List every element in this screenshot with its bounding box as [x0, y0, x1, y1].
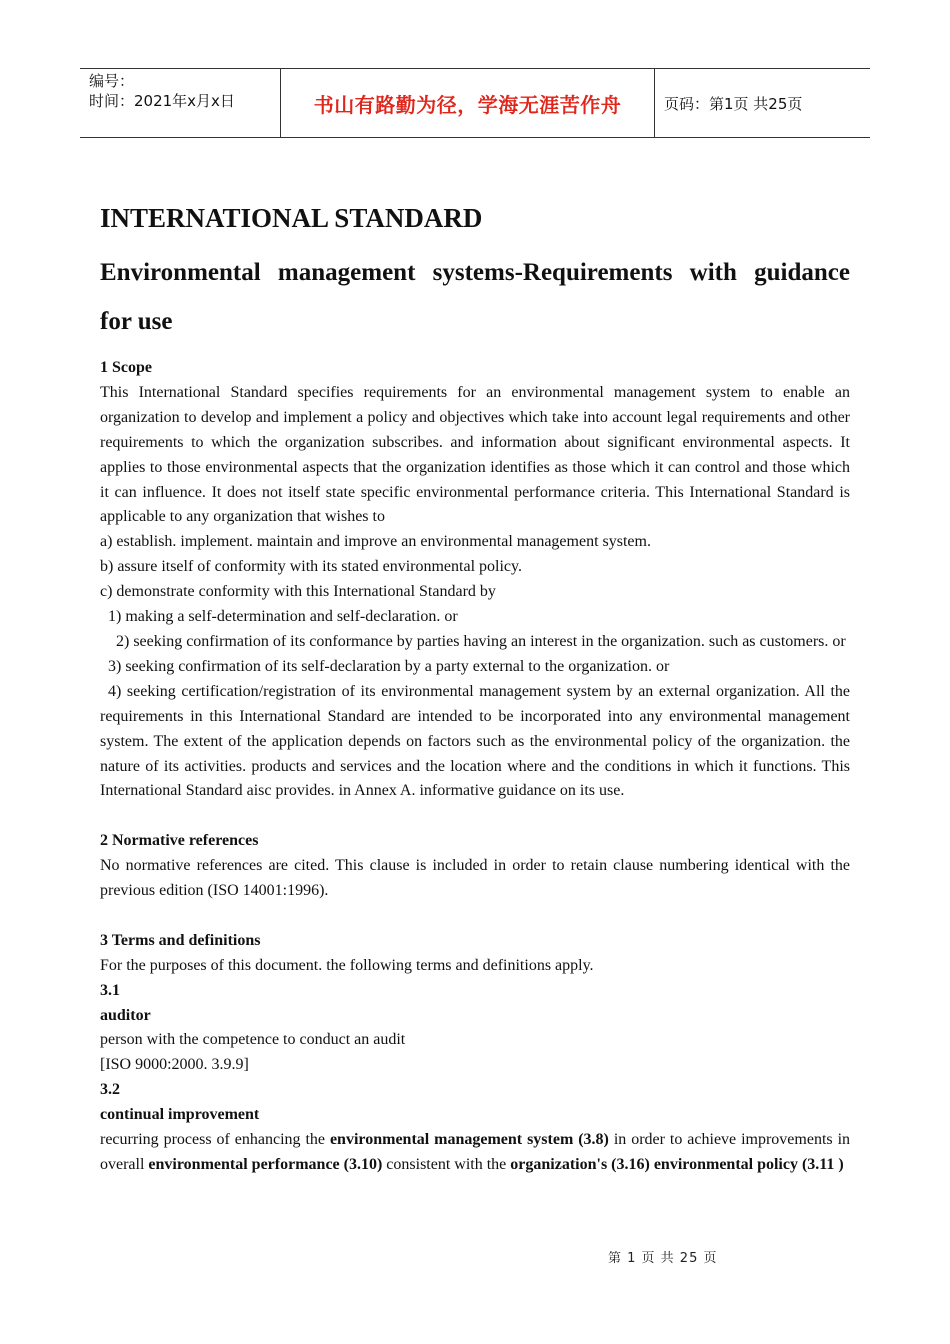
- term-3-1-number: 3.1: [100, 981, 120, 999]
- def-text-2: in order to achieve improvements in overall: [100, 1131, 851, 1173]
- def-ref-performance: environmental performance (3.10): [148, 1155, 383, 1173]
- term-3-2-definition: [100, 1128, 850, 1178]
- list-item-a: a) establish. implement. maintain and improve an environmental management system.: [100, 533, 651, 551]
- sub-item-4: 4) seeking certification/registration of its environmental management system by an external organization. All the requirements in this International Standard are intended to be incorporated into any environmental management system. The extent of the application depends on factors such as the environmental policy of the organization. the nature of its activities. products and services and the location where and the conditions in which it functions. This International Standard aisc provides. in Annex A. informative guidance on its use.: [100, 682, 850, 800]
- sub-item-3: 3) seeking confirmation of its self-declaration by a party external to the organization. or: [108, 657, 670, 675]
- sub-item-1: 1) making a self-determination and self-declaration. or: [108, 608, 458, 626]
- term-3-2-number: 3.2: [100, 1081, 120, 1099]
- term-3-1-name: auditor: [100, 1006, 151, 1024]
- term-3-2-name: continual improvement: [100, 1106, 260, 1124]
- term-3-1-definition: person with the competence to conduct an audit: [100, 1031, 406, 1049]
- header-meta: [80, 69, 281, 137]
- header-time-label: 时间：2021年x月x日: [89, 92, 235, 110]
- subtitle-line-2: for use: [100, 308, 173, 335]
- def-ref-ems: environmental management system (3.8): [329, 1131, 609, 1149]
- def-text-3: consistent with the: [382, 1155, 511, 1173]
- header-number-label: 编号：: [89, 72, 135, 90]
- def-text-1: recurring process of enhancing the: [100, 1131, 330, 1149]
- term-3-1-reference: [ISO 9000:2000. 3.9.9]: [100, 1056, 249, 1074]
- section-2-heading: 2 Normative references: [100, 832, 259, 850]
- header-motto: 书山有路勤为径，学海无涯苦作舟: [281, 69, 655, 137]
- list-item-b: b) assure itself of conformity with its stated environmental policy.: [100, 558, 522, 576]
- subtitle-line-1: Environmental management systems-Requirements with guidance: [100, 259, 850, 286]
- section-2-paragraph: No normative references are cited. This clause is included in order to retain clause numbering identical with the previous edition (ISO 14001:1996).: [100, 857, 850, 900]
- header-page-label: 页码：第1页 共25页: [664, 94, 803, 113]
- sub-item-2: 2) seeking confirmation of its conformance by parties having an interest in the organization. such as customers. or: [116, 632, 846, 650]
- def-ref-policy: organization's (3.16) environmental policy (3.11 ): [510, 1155, 844, 1173]
- document-title: INTERNATIONAL STANDARD: [100, 203, 483, 233]
- document-subtitle: [100, 248, 850, 346]
- document-body: [100, 198, 850, 1178]
- page-header: [80, 68, 870, 138]
- section-1-heading: 1 Scope: [100, 359, 152, 376]
- section-3-heading: 3 Terms and definitions: [100, 931, 261, 949]
- page-footer: 第 1 页 共 25 页: [608, 1251, 718, 1266]
- section-3-intro: For the purposes of this document. the following terms and definitions apply.: [100, 956, 594, 974]
- list-item-c: c) demonstrate conformity with this International Standard by: [100, 583, 496, 601]
- section-1-paragraph: This International Standard specifies requirements for an environmental management system to enable an organization to develop and implement a policy and objectives which take into account legal requirements and other requirements to which the organization subscribes. and information about significant environmental aspects. It applies to those environmental aspects that the organization identifies as those which it can control and those which it can influence. It does not itself state specific environmental performance criteria. This International Standard is applicable to any organization that wishes to: [100, 383, 850, 526]
